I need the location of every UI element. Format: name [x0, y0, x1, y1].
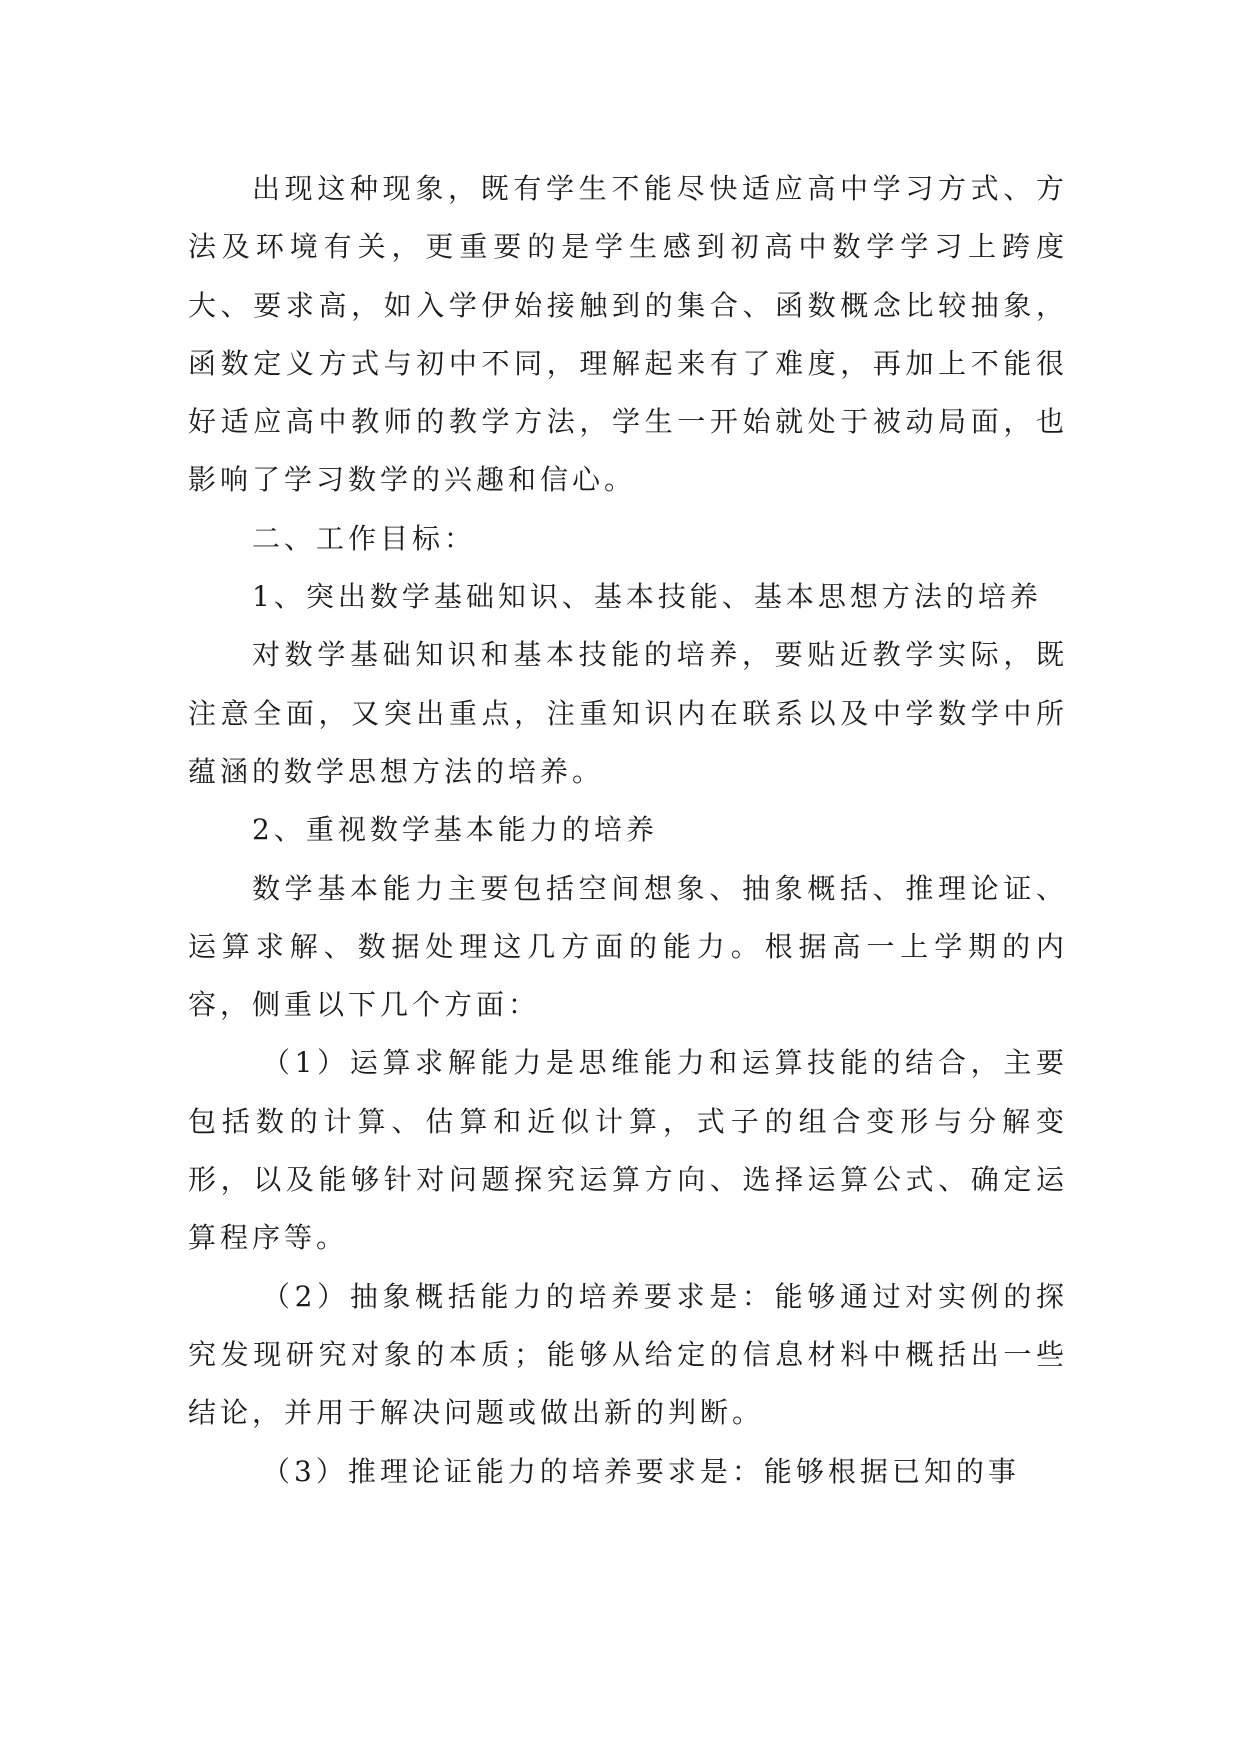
paragraph-phenomenon-analysis: 出现这种现象，既有学生不能尽快适应高中学习方式、方法及环境有关，更重要的是学生感到初高中数学学习上跨度大、要求高，如入学伊始接触到的集合、函数概念比较抽象，函数定义方式与初中不同，理解起来有了难度，再加上不能很好适应高中教师的教学方法，学生一开始就处于被动局面，也影响了学习数学的兴趣和信心。	[188, 172, 1068, 497]
paragraph-basic-knowledge: 对数学基础知识和基本技能的培养，要贴近教学实际，既注意全面，又突出重点，注重知识内在联系以及中学数学中所蕴涵的数学思想方法的培养。	[188, 638, 1068, 788]
section-heading-work-goals: 二、工作目标：	[252, 521, 477, 555]
document-body	[188, 160, 1068, 1501]
list-item-reasoning-ability: （3）推理论证能力的培养要求是：能够根据已知的事	[262, 1454, 1020, 1488]
goal-2-heading: 2、重视数学基本能力的培养	[252, 813, 658, 847]
list-item-abstraction-ability: （2）抽象概括能力的培养要求是：能够通过对实例的探究发现研究对象的本质；能够从给定的信息材料中概括出一些结论，并用于解决问题或做出新的判断。	[188, 1279, 1068, 1430]
list-item-computation-ability: （1）运算求解能力是思维能力和运算技能的结合，主要包括数的计算、估算和近似计算，式子的组合变形与分解变形，以及能够针对问题探究运算方向、选择运算公式、确定运算程序等。	[188, 1046, 1068, 1255]
goal-1-heading: 1、突出数学基础知识、基本技能、基本思想方法的培养	[252, 580, 1042, 614]
paragraph-basic-abilities: 数学基本能力主要包括空间想象、抽象概括、推理论证、运算求解、数据处理这几方面的能力。根据高一上学期的内容，侧重以下几个方面：	[188, 871, 1068, 1022]
